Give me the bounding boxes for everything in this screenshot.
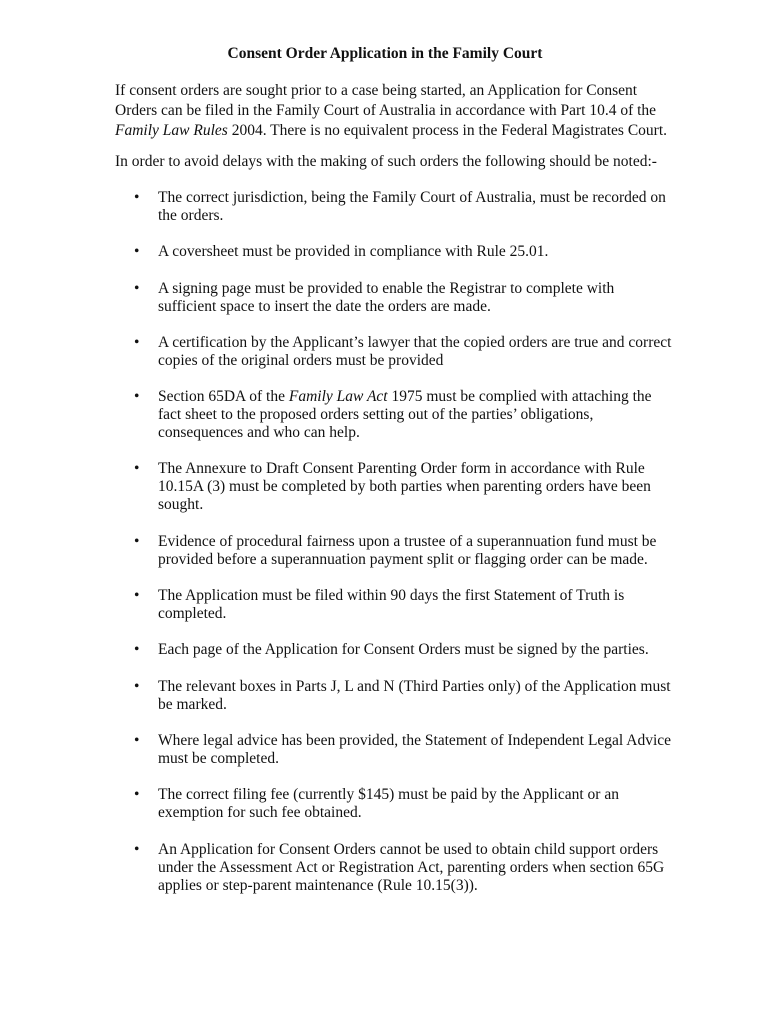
list-item — [115, 334, 675, 370]
intro-text-end: 2004. There is no equivalent process in the Federal Magistrates Court. — [227, 122, 668, 139]
list-item — [115, 388, 675, 442]
bullet-icon: • — [134, 189, 140, 206]
bullet-icon: • — [134, 333, 140, 351]
requirements-list — [115, 189, 675, 895]
list-item-text: A certification by the Applicant’s lawyer that the copied orders are true and correct copies of the original orders must be provided — [158, 333, 672, 369]
list-item-text: The correct jurisdiction, being the Family Court of Australia, must be recorded on the orders. — [158, 189, 666, 224]
list-item-text: The Application must be filed within 90 days the first Statement of Truth is completed. — [158, 587, 625, 623]
bullet-icon: • — [134, 279, 140, 297]
bullet-icon: • — [134, 243, 140, 261]
list-item-text: A signing page must be provided to enable the Registrar to complete with sufficient space to insert the date the orders are made. — [158, 279, 615, 315]
bullet-icon: • — [134, 840, 140, 858]
list-item-text: Evidence of procedural fairness upon a trustee of a superannuation fund must be provided before a superannuation payment split or flagging order can be made. — [158, 532, 657, 568]
lead-paragraph: In order to avoid delays with the making of such orders the following should be noted:- — [115, 153, 657, 170]
list-item — [115, 732, 675, 768]
list-item — [115, 189, 675, 225]
list-item-text: Each page of the Application for Consent Orders must be signed by the parties. — [158, 641, 649, 659]
list-item — [115, 280, 675, 316]
list-item-text: The correct filing fee (currently $145) must be paid by the Applicant or an exemption for such fee obtained. — [158, 786, 619, 822]
bullet-icon: • — [134, 641, 140, 659]
list-item — [115, 786, 675, 822]
bullet-icon: • — [134, 388, 140, 406]
list-item — [115, 243, 675, 261]
list-item — [115, 533, 675, 569]
list-item-text: An Application for Consent Orders cannot be used to obtain child support orders under the Assessment Act or Registration Act, parenting orders when section 65G applies or step-parent maintenance (Rule 10.15(3)). — [158, 840, 665, 894]
list-item — [115, 587, 675, 623]
list-item — [115, 841, 675, 895]
list-item-text: The Annexure to Draft Consent Parenting Order form in accordance with Rule 10.15A (3) must be completed by both parties when parenting orders have been sought. — [158, 460, 651, 514]
document-title: Consent Order Application in the Family Court — [227, 45, 543, 62]
list-item-text: The relevant boxes in Parts J, L and N (Third Parties only) of the Application must be marked. — [158, 677, 671, 713]
bullet-icon: • — [134, 731, 140, 749]
list-item-text — [158, 388, 652, 441]
list-item-italic-act-name: Family Law Act — [288, 388, 388, 406]
bullet-icon: • — [134, 532, 140, 550]
intro-paragraph — [115, 81, 675, 141]
bullet-icon: • — [134, 587, 140, 605]
list-item-text: A coversheet must be provided in compliance with Rule 25.01. — [158, 243, 549, 261]
list-item — [115, 460, 675, 514]
list-item — [115, 678, 675, 714]
bullet-icon: • — [134, 677, 140, 695]
list-item-text: Where legal advice has been provided, the Statement of Independent Legal Advice must be completed. — [158, 731, 672, 767]
bullet-icon: • — [134, 460, 140, 478]
list-item — [115, 641, 675, 659]
intro-text: If consent orders are sought prior to a case being started, an Application for Consent Orders can be filed in the Family Court of Australia in accordance with Part 10.4 of the — [115, 82, 657, 119]
intro-italic-act-name: Family Law Rules — [115, 122, 228, 139]
list-item-text-start: Section 65DA of the — [158, 388, 289, 406]
list-item-text-end: 1975 must be complied with attaching the fact sheet to the proposed orders setting out of the parties’ obligations, consequences and who can help. — [158, 388, 652, 442]
bullet-icon: • — [134, 786, 140, 804]
